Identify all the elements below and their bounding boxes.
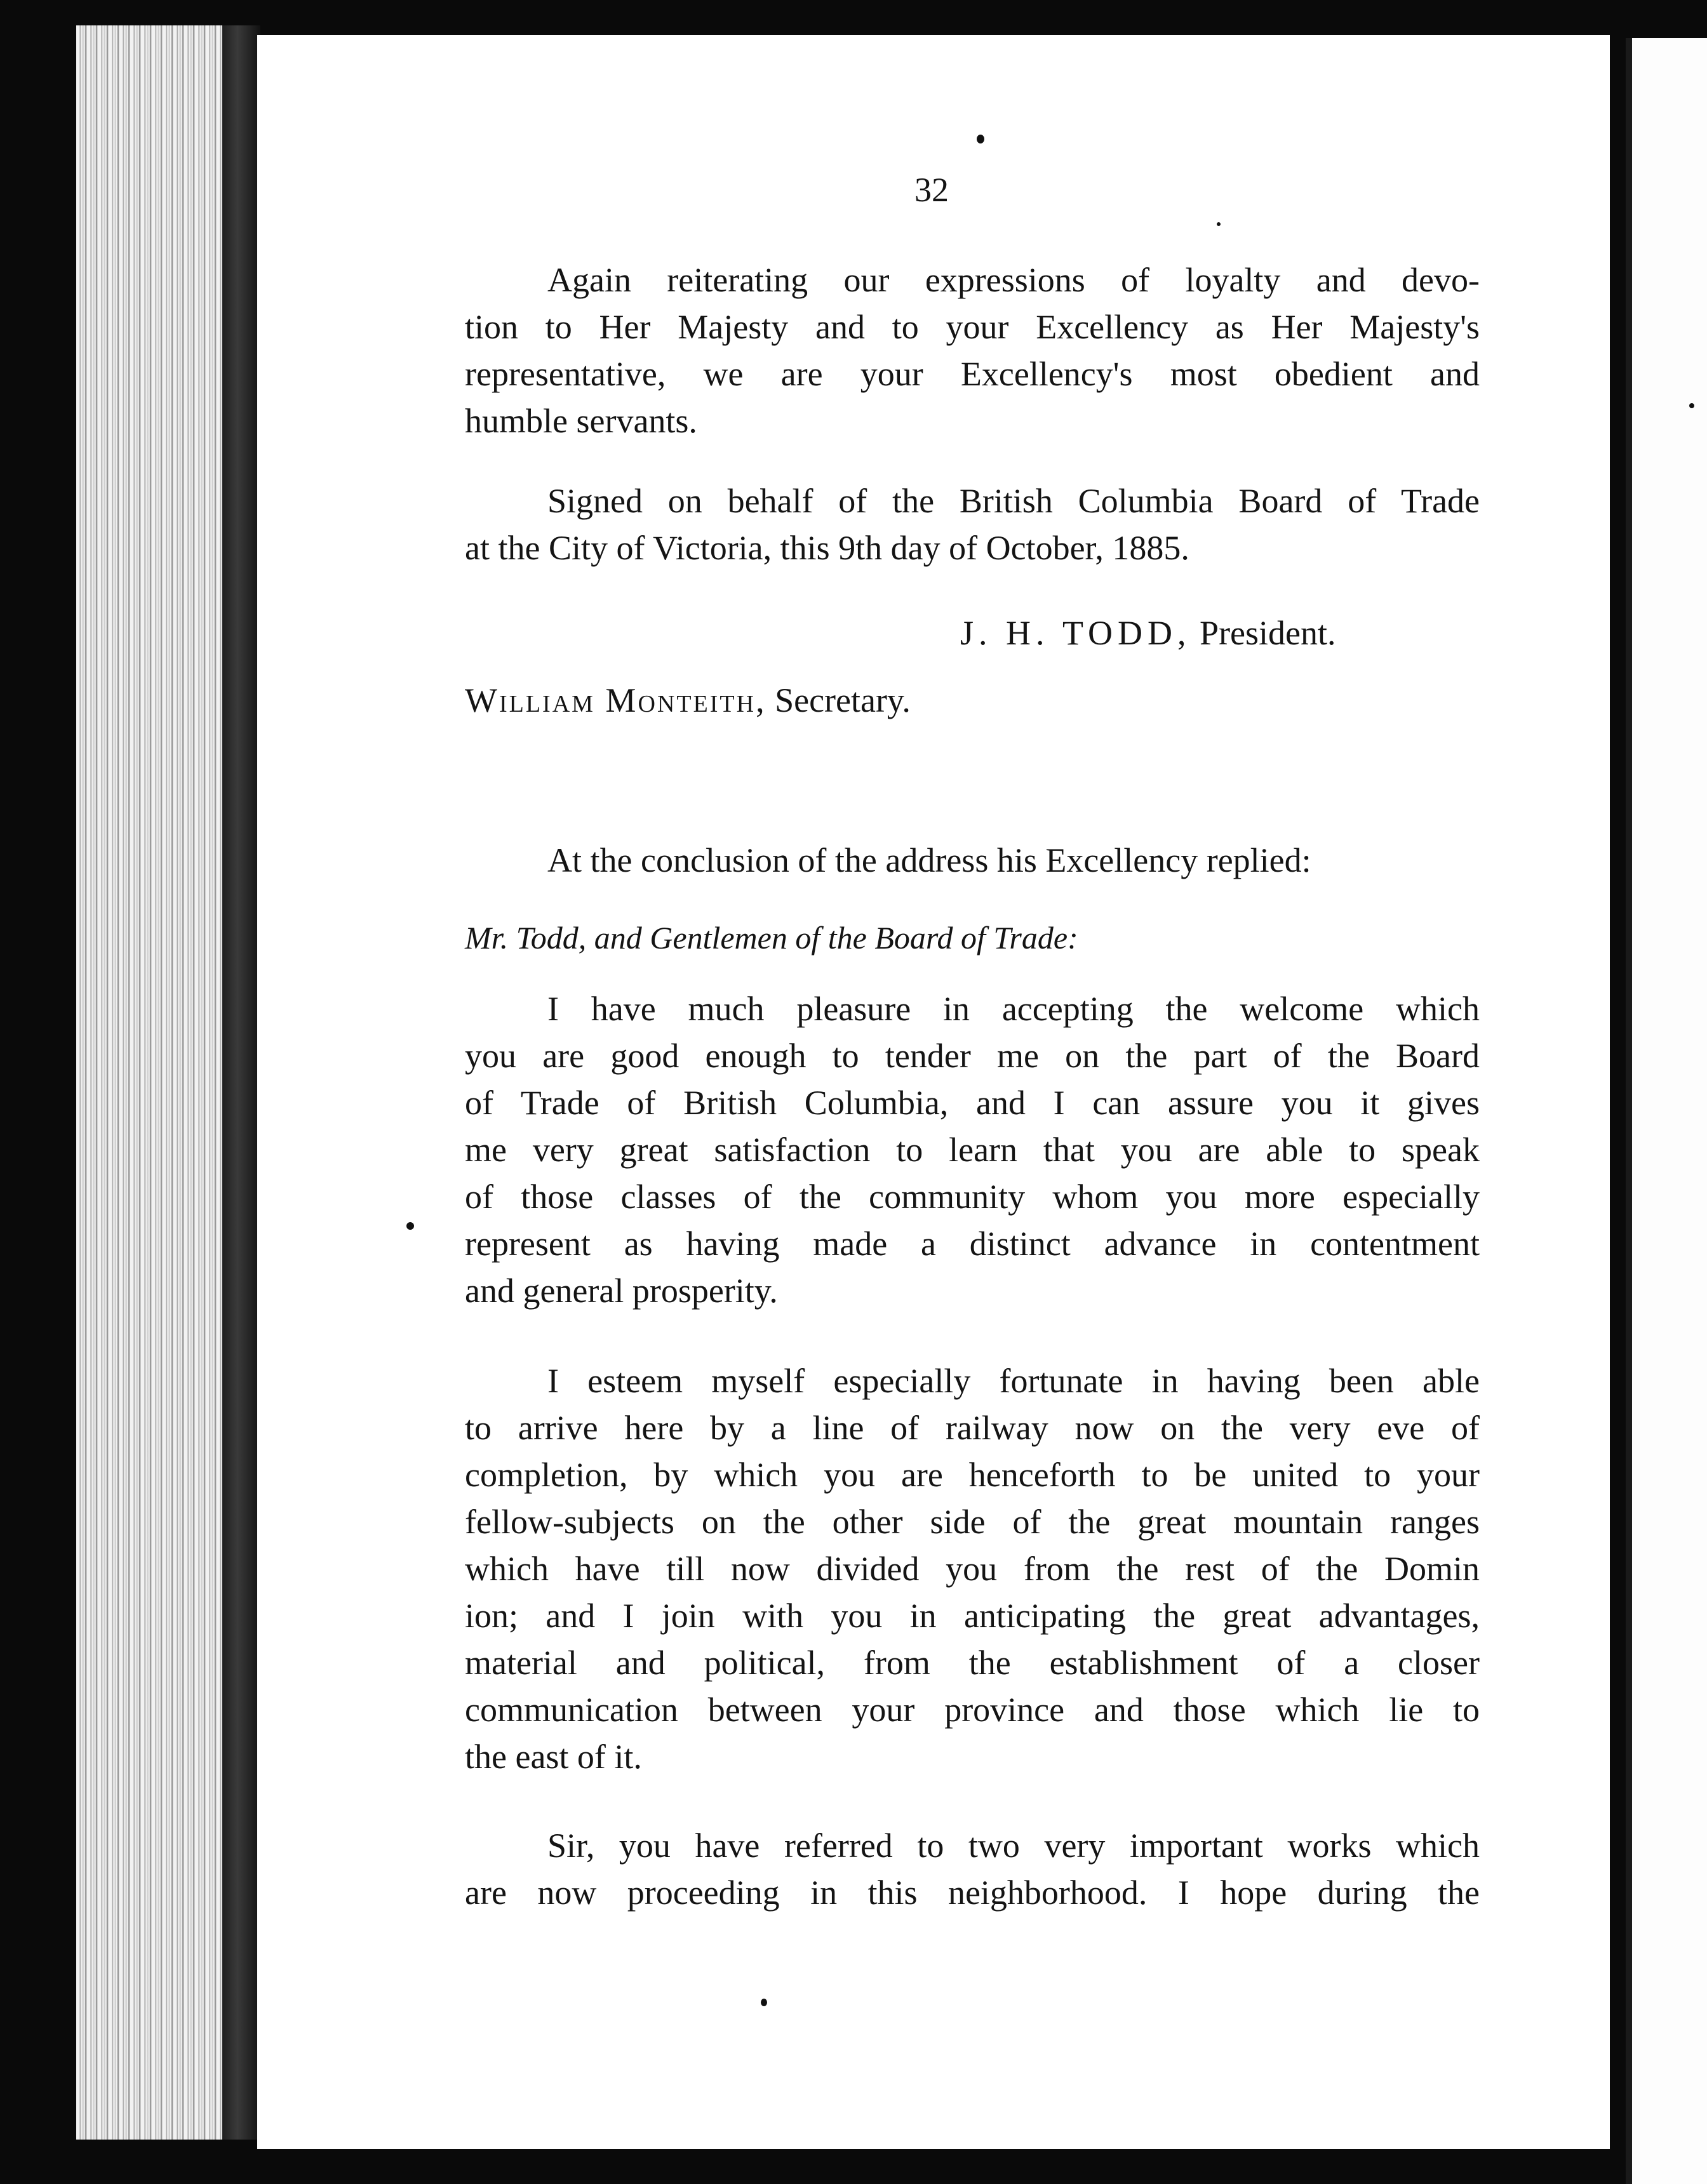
reply-paragraph — [465, 1357, 1480, 1780]
text-line: represent as having made a distinct advance in contentment — [465, 1225, 1480, 1263]
text-line: tion to Her Majesty and to your Excellency as Her Majesty's — [465, 308, 1480, 346]
text-line: to arrive here by a line of railway now on the very eve of — [465, 1409, 1480, 1447]
text-line: ion; and I join with you in anticipating the great advantages, — [465, 1597, 1480, 1635]
text-line: material and political, from the establishment of a closer — [465, 1644, 1480, 1682]
secretary-signature — [465, 677, 911, 724]
president-name: J. H. TODD, — [960, 614, 1191, 652]
reply-paragraph — [465, 1822, 1480, 1916]
text-line: representative, we are your Excellency's most obedient and — [465, 355, 1480, 393]
secretary-name: William Monteith, — [465, 681, 766, 719]
book-gutter-shadow — [222, 25, 260, 2140]
page-number: 32 — [914, 171, 949, 209]
text-line: Sir, you have referred to two very important works which — [547, 1827, 1480, 1865]
text-line: are now proceeding in this neighborhood. I hope during the — [465, 1874, 1480, 1912]
reply-intro — [465, 837, 1480, 884]
scan-speck — [1689, 403, 1694, 408]
text-line: Signed on behalf of the British Columbia Board of Trade — [547, 482, 1480, 520]
text-line: which have till now divided you from the rest of the Domin — [465, 1550, 1480, 1588]
reply-paragraph — [465, 985, 1480, 1314]
text-line: I have much pleasure in accepting the welcome which — [547, 990, 1480, 1028]
president-signature — [960, 609, 1336, 656]
reply-salutation: Mr. Todd, and Gentlemen of the Board of Trade: — [465, 920, 1078, 956]
text-line: the east of it. — [465, 1738, 642, 1776]
text-line: of those classes of the community whom you more especially — [465, 1178, 1480, 1216]
text-line: fellow-subjects on the other side of the great mountain ranges — [465, 1503, 1480, 1541]
adjacent-page-sliver — [1626, 38, 1707, 2184]
text-line: humble servants. — [465, 402, 697, 440]
text-line: I esteem myself especially fortunate in having been able — [547, 1362, 1480, 1400]
scan-speck — [1217, 222, 1221, 226]
closing-paragraph — [465, 256, 1480, 444]
text-line: At the conclusion of the address his Excellency replied: — [547, 841, 1311, 879]
text-line: and general prosperity. — [465, 1272, 778, 1310]
scan-speck — [977, 135, 984, 143]
scan-speck — [761, 1999, 767, 2006]
text-line: completion, by which you are henceforth to be united to your — [465, 1456, 1480, 1494]
text-line: of Trade of British Columbia, and I can assure you it gives — [465, 1084, 1480, 1122]
signed-paragraph — [465, 477, 1480, 571]
president-title: President. — [1200, 614, 1336, 652]
text-line: Again reiterating our expressions of loyalty and devo- — [547, 261, 1480, 299]
secretary-title: Secretary. — [775, 681, 911, 719]
text-line: you are good enough to tender me on the part of the Board — [465, 1037, 1480, 1075]
scan-speck — [406, 1222, 414, 1230]
text-line: me very great satisfaction to learn that you are able to speak — [465, 1131, 1480, 1169]
text-line: communication between your province and those which lie to — [465, 1691, 1480, 1729]
text-line: at the City of Victoria, this 9th day of October, 1885. — [465, 529, 1189, 567]
